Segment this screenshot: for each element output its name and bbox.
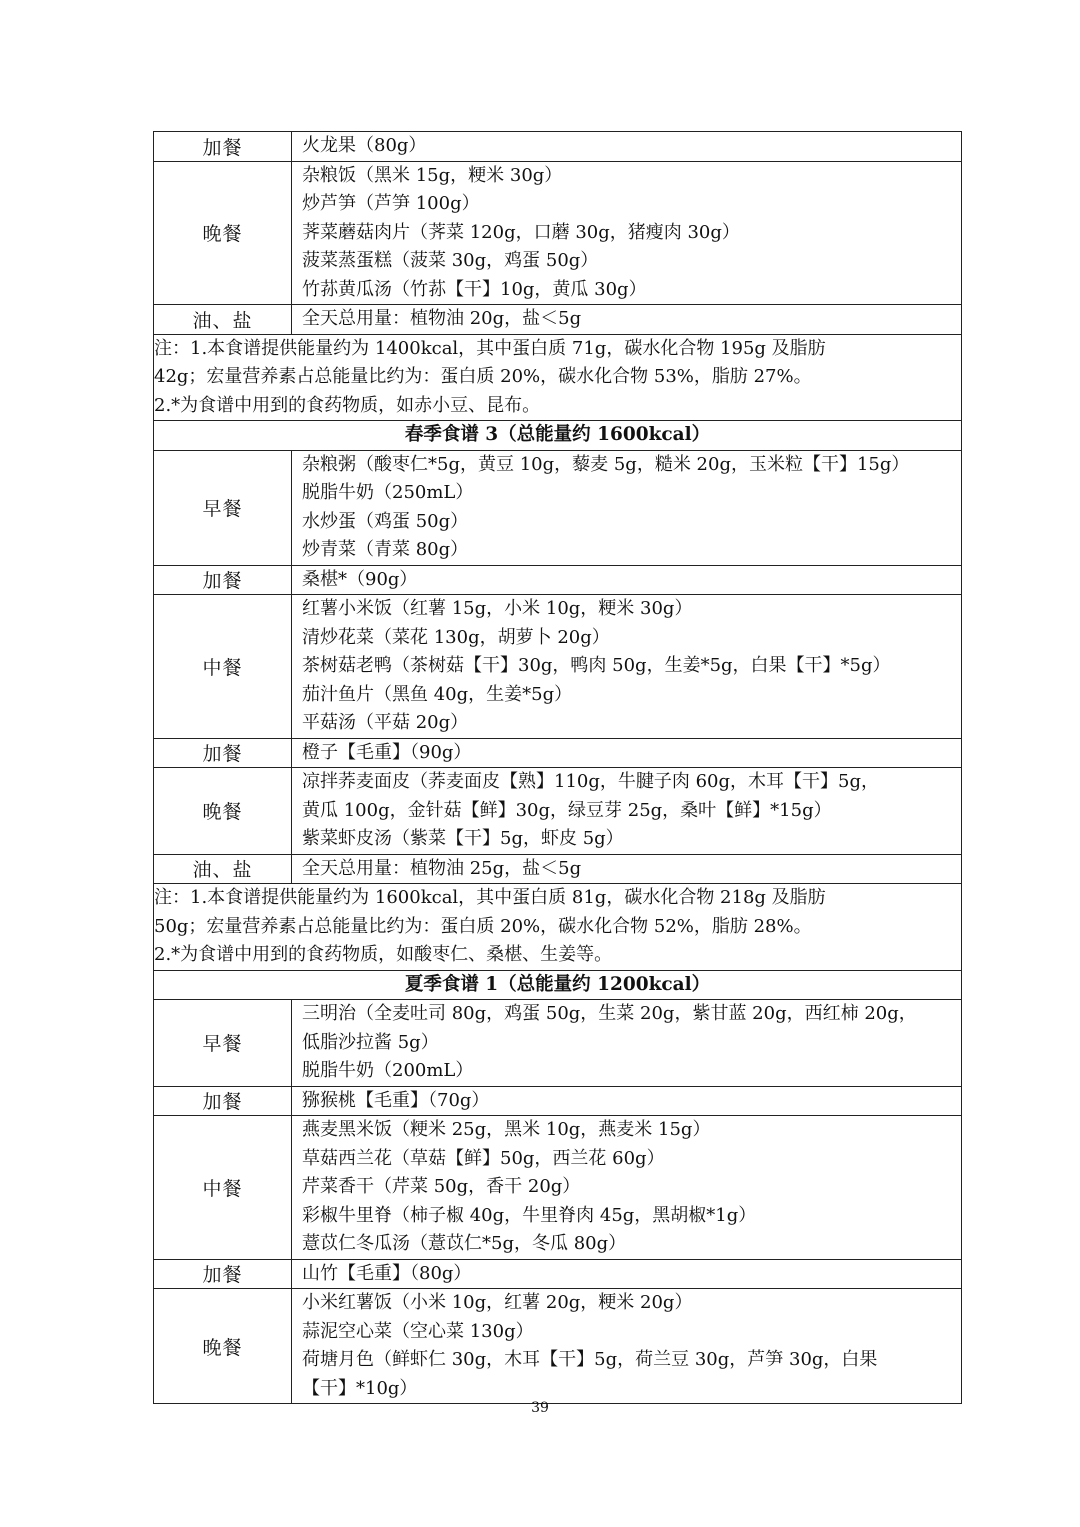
dish-line: 凉拌荞麦面皮（荞麦面皮【熟】110g，牛腱子肉 60g，木耳【干】5g， <box>302 771 879 792</box>
meal-row <box>154 738 962 768</box>
meal-content <box>292 1259 962 1289</box>
dish-line: 蒜泥空心菜（空心菜 130g） <box>302 1320 534 1342</box>
meal-label: 油、盐 <box>154 305 292 335</box>
meal-content <box>292 161 962 305</box>
dish-line: 清炒花菜（菜花 130g，胡萝卜 20g） <box>302 626 610 648</box>
note-cell <box>154 334 962 421</box>
meal-label: 晚餐 <box>154 768 292 855</box>
meal-label: 早餐 <box>154 450 292 565</box>
dish-line: 芹菜香干（芹菜 50g，香干 20g） <box>302 1176 581 1197</box>
dish-line: 薏苡仁冬瓜汤（薏苡仁*5g，冬瓜 80g） <box>302 1233 627 1254</box>
note-line: 2.*为食谱中用到的食药物质，如酸枣仁、桑椹、生姜等。 <box>154 944 613 965</box>
dish-line: 全天总用量：植物油 20g，盐＜5g <box>302 308 582 329</box>
dish-line: 杂粮粥（酸枣仁*5g，黄豆 10g，藜麦 5g，糙米 20g，玉米粒【干】15g） <box>302 453 910 475</box>
meal-row <box>154 768 962 855</box>
section-heading-cell <box>154 970 962 1000</box>
note-line: 注：1.本食谱提供能量约为 1600kcal，其中蛋白质 81g，碳水化合物 218g 及脂肪 <box>154 887 826 908</box>
dish-line: 猕猴桃【毛重】（70g） <box>302 1089 490 1111</box>
dish-line: 黄瓜 100g，金针菇【鲜】30g，绿豆芽 25g，桑叶【鲜】*15g） <box>302 799 832 821</box>
dish-line: 菠菜蒸蛋糕（菠菜 30g，鸡蛋 50g） <box>302 250 599 271</box>
meal-label: 晚餐 <box>154 1289 292 1404</box>
dish-line: 草菇西兰花（草菇【鲜】50g，西兰花 60g） <box>302 1147 665 1169</box>
meal-content <box>292 854 962 884</box>
dish-line: 红薯小米饭（红薯 15g，小米 10g，粳米 30g） <box>302 598 693 619</box>
note-cell <box>154 884 962 971</box>
meal-row <box>154 1289 962 1404</box>
meal-content <box>292 305 962 335</box>
dish-line: 彩椒牛里脊（柿子椒 40g，牛里脊肉 45g，黑胡椒*1g） <box>302 1204 757 1226</box>
dish-line: 茄汁鱼片（黑鱼 40g，生姜*5g） <box>302 683 573 705</box>
dish-line: 脱脂牛奶（200mL） <box>302 1060 474 1081</box>
dish-line: 竹荪黄瓜汤（竹荪【干】10g，黄瓜 30g） <box>302 278 647 300</box>
meal-row <box>154 595 962 739</box>
dish-line: 【干】*10g） <box>302 1377 418 1399</box>
menu-table <box>153 131 962 1404</box>
dish-line: 炒青菜（青菜 80g） <box>302 539 469 560</box>
meal-content <box>292 1116 962 1260</box>
dish-line: 炒芦笋（芦笋 100g） <box>302 193 480 214</box>
meal-row <box>154 565 962 595</box>
meal-label: 加餐 <box>154 1086 292 1116</box>
meal-row <box>154 1259 962 1289</box>
dish-line: 紫菜虾皮汤（紫菜【干】5g，虾皮 5g） <box>302 828 624 849</box>
dish-line: 小米红薯饭（小米 10g，红薯 20g，粳米 20g） <box>302 1292 693 1313</box>
dish-line: 平菇汤（平菇 20g） <box>302 712 469 733</box>
dish-line: 荠菜蘑菇肉片（荠菜 120g，口蘑 30g，猪瘦肉 30g） <box>302 221 740 243</box>
meal-label: 加餐 <box>154 132 292 162</box>
page-number: 39 <box>531 1400 549 1416</box>
dish-line: 荷塘月色（鲜虾仁 30g，木耳【干】5g，荷兰豆 30g，芦笋 30g，白果 <box>302 1349 878 1370</box>
section-heading-row <box>154 970 962 1000</box>
meal-row <box>154 305 962 335</box>
dish-line: 橙子【毛重】（90g） <box>302 741 472 763</box>
dish-line: 桑椹*（90g） <box>302 568 418 590</box>
meal-row <box>154 854 962 884</box>
meal-label: 早餐 <box>154 1000 292 1087</box>
dish-line: 三明治（全麦吐司 80g，鸡蛋 50g，生菜 20g，紫甘蓝 20g，西红柿 20g， <box>302 1003 917 1024</box>
meal-content <box>292 132 962 162</box>
meal-label: 加餐 <box>154 1259 292 1289</box>
meal-label: 晚餐 <box>154 161 292 305</box>
note-line: 2.*为食谱中用到的食药物质，如赤小豆、昆布。 <box>154 394 541 416</box>
meal-row <box>154 1116 962 1260</box>
dish-line: 燕麦黑米饭（粳米 25g，黑米 10g，燕麦米 15g） <box>302 1119 711 1140</box>
meal-label: 油、盐 <box>154 854 292 884</box>
meal-label: 加餐 <box>154 738 292 768</box>
dish-line: 脱脂牛奶（250mL） <box>302 482 474 503</box>
table-body <box>154 132 962 1404</box>
dish-line: 水炒蛋（鸡蛋 50g） <box>302 510 469 532</box>
note-line: 42g；宏量营养素占总能量比约为：蛋白质 20%，碳水化合物 53%，脂肪 27%。 <box>154 366 812 387</box>
meal-label: 中餐 <box>154 595 292 739</box>
meal-content <box>292 768 962 855</box>
meal-content <box>292 738 962 768</box>
dish-line: 全天总用量：植物油 25g，盐＜5g <box>302 857 582 879</box>
meal-row <box>154 132 962 162</box>
meal-row <box>154 1000 962 1087</box>
meal-row <box>154 161 962 305</box>
section-heading-row <box>154 421 962 451</box>
meal-label: 加餐 <box>154 565 292 595</box>
meal-content <box>292 565 962 595</box>
note-row <box>154 884 962 971</box>
section-heading: 夏季食谱 1（总能量约 1200kcal） <box>404 973 711 995</box>
dish-line: 茶树菇老鸭（茶树菇【干】30g，鸭肉 50g，生姜*5g，白果【干】*5g） <box>302 655 891 676</box>
meal-content <box>292 1000 962 1087</box>
dish-line: 杂粮饭（黑米 15g，粳米 30g） <box>302 164 563 186</box>
meal-label: 中餐 <box>154 1116 292 1260</box>
meal-row <box>154 1086 962 1116</box>
dish-line: 山竹【毛重】（80g） <box>302 1262 472 1284</box>
section-heading-cell <box>154 421 962 451</box>
dish-line: 火龙果（80g） <box>302 135 427 156</box>
note-line: 注：1.本食谱提供能量约为 1400kcal，其中蛋白质 71g，碳水化合物 195g 及脂肪 <box>154 337 826 359</box>
section-heading: 春季食谱 3（总能量约 1600kcal） <box>404 424 711 445</box>
note-row <box>154 334 962 421</box>
note-line: 50g；宏量营养素占总能量比约为：蛋白质 20%，碳水化合物 52%，脂肪 28%。 <box>154 915 812 937</box>
meal-content <box>292 1086 962 1116</box>
meal-content <box>292 450 962 565</box>
meal-row <box>154 450 962 565</box>
meal-content <box>292 1289 962 1404</box>
dish-line: 低脂沙拉酱 5g） <box>302 1031 439 1053</box>
meal-content <box>292 595 962 739</box>
